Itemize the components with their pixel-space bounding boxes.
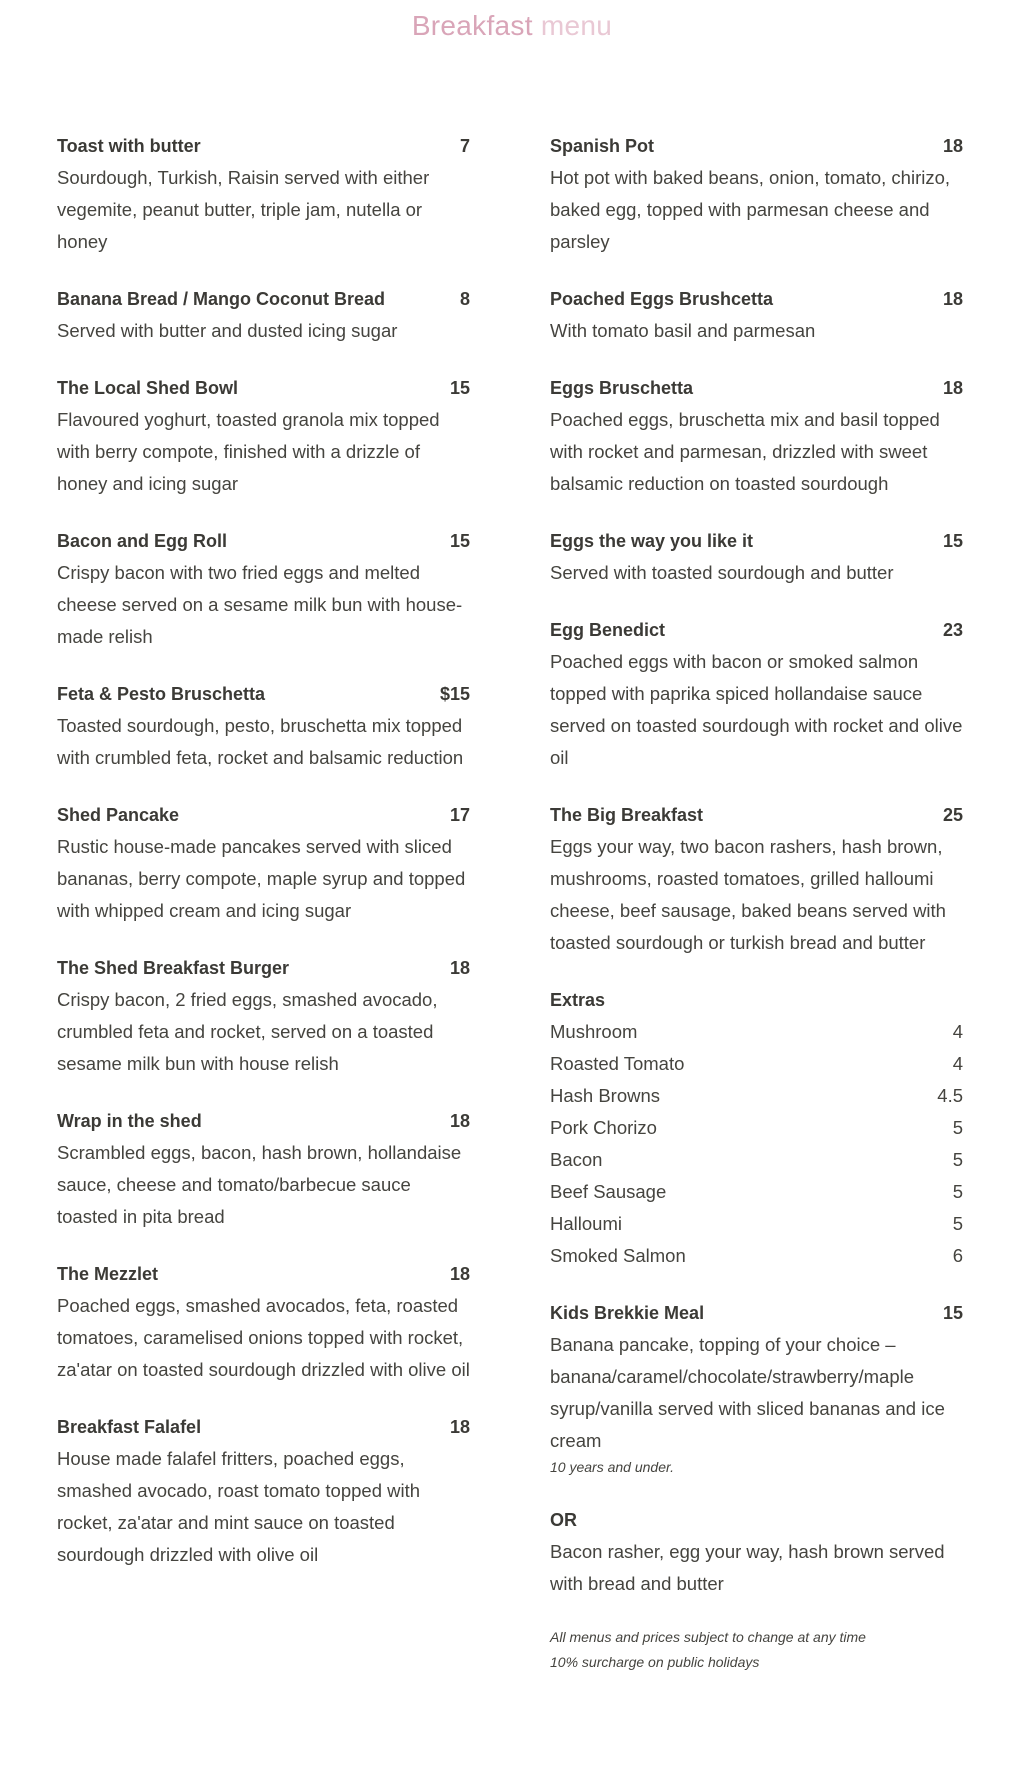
item-price: 7: [459, 136, 470, 156]
item-desc: Sourdough, Turkish, Raisin served with either vegemite, peanut butter, triple jam, nutella or honey: [57, 167, 430, 252]
extras-row: [550, 1080, 963, 1112]
item-name: The Shed Breakfast Burger: [57, 958, 290, 978]
extra-name: Mushroom: [550, 1021, 638, 1042]
extra-name: Smoked Salmon: [550, 1245, 686, 1266]
title-breakfast: Breakfast: [411, 10, 533, 41]
menu-item: [57, 952, 470, 1080]
menu-item: [57, 1411, 470, 1571]
item-price: 25: [942, 805, 963, 825]
item-name: Kids Brekkie Meal: [550, 1303, 705, 1323]
item-price: 18: [942, 289, 963, 309]
menu-item: [550, 614, 963, 774]
extra-price: 6: [952, 1245, 963, 1266]
extras-title: Extras: [550, 990, 606, 1010]
extras-row: [550, 1112, 963, 1144]
item-price: 18: [449, 958, 470, 978]
menu-item: [57, 372, 470, 500]
item-price: 18: [942, 136, 963, 156]
item-name: Spanish Pot: [550, 136, 655, 156]
item-price: 17: [449, 805, 470, 825]
kids-alt: [550, 1504, 963, 1600]
item-desc: Flavoured yoghurt, toasted granola mix topped with berry compote, finished with a drizzle of honey and icing sugar: [57, 409, 440, 494]
item-name: Wrap in the shed: [57, 1111, 202, 1131]
right-column: [550, 130, 963, 1675]
item-name: Egg Benedict: [550, 620, 666, 640]
item-price: 15: [942, 1303, 963, 1323]
item-name: Poached Eggs Brushcetta: [550, 289, 774, 309]
menu-item: [57, 283, 470, 347]
item-price: 23: [942, 620, 963, 640]
item-price: 18: [942, 378, 963, 398]
item-price: 18: [449, 1417, 470, 1437]
extra-name: Beef Sausage: [550, 1181, 667, 1202]
item-desc: Hot pot with baked beans, onion, tomato, chirizo, baked egg, topped with parmesan cheese and parsley: [550, 167, 951, 252]
item-price: 15: [942, 531, 963, 551]
item-desc: Poached eggs with bacon or smoked salmon topped with paprika spiced hollandaise sauce served on toasted sourdough with rocket and olive oil: [550, 651, 963, 768]
or-label: OR: [550, 1510, 577, 1530]
extras-section: [550, 984, 963, 1272]
footer-notes: [550, 1625, 963, 1675]
menu-item: [550, 283, 963, 347]
footer-line: 10% surcharge on public holidays: [550, 1654, 760, 1670]
item-price: 18: [449, 1111, 470, 1131]
extras-row: [550, 1176, 963, 1208]
extra-price: 4: [952, 1053, 963, 1074]
extra-price: 4: [952, 1021, 963, 1042]
item-desc: Scrambled eggs, bacon, hash brown, hollandaise sauce, cheese and tomato/barbecue sauce toasted in pita bread: [57, 1142, 462, 1227]
item-desc: Served with butter and dusted icing sugar: [57, 320, 398, 341]
item-desc: Rustic house-made pancakes served with sliced bananas, berry compote, maple syrup and topped with whipped cream and icing sugar: [57, 836, 466, 921]
item-desc: Crispy bacon with two fried eggs and melted cheese served on a sesame milk bun with house-made relish: [57, 562, 463, 647]
menu-item: [57, 130, 470, 258]
menu-item: [57, 678, 470, 774]
item-name: Banana Bread / Mango Coconut Bread: [57, 289, 386, 309]
item-desc: Bacon rasher, egg your way, hash brown served with bread and butter: [550, 1541, 945, 1594]
extra-name: Bacon: [550, 1149, 603, 1170]
extra-name: Halloumi: [550, 1213, 622, 1234]
menu-item: [57, 1105, 470, 1233]
item-desc: Crispy bacon, 2 fried eggs, smashed avocado, crumbled feta and rocket, served on a toasted sesame milk bun with house relish: [57, 989, 438, 1074]
item-name: Bacon and Egg Roll: [57, 531, 228, 551]
extra-name: Roasted Tomato: [550, 1053, 685, 1074]
item-name: The Local Shed Bowl: [57, 378, 239, 398]
extra-name: Hash Browns: [550, 1085, 661, 1106]
extras-row: [550, 1048, 963, 1080]
item-name: Eggs the way you like it: [550, 531, 754, 551]
menu-item: [57, 1258, 470, 1386]
extra-price: 5: [952, 1213, 963, 1234]
item-desc: Served with toasted sourdough and butter: [550, 562, 894, 583]
extra-price: 5: [952, 1117, 963, 1138]
title-menu: menu: [540, 10, 613, 41]
kids-meal: [550, 1297, 963, 1479]
menu-item: [550, 525, 963, 589]
extra-name: Pork Chorizo: [550, 1117, 657, 1138]
extra-price: 5: [952, 1181, 963, 1202]
item-price: 8: [459, 289, 470, 309]
item-name: The Mezzlet: [57, 1264, 159, 1284]
age-note: 10 years and under.: [550, 1459, 675, 1475]
extras-row: [550, 1144, 963, 1176]
item-name: Toast with butter: [57, 136, 201, 156]
item-name: Eggs Bruschetta: [550, 378, 694, 398]
menu-item: [550, 130, 963, 258]
item-desc: Banana pancake, topping of your choice – banana/caramel/chocolate/strawberry/maple syrup/vanilla served with sliced bananas and ice cream: [550, 1334, 945, 1451]
footer-line: All menus and prices subject to change at any time: [550, 1629, 866, 1645]
item-desc: With tomato basil and parmesan: [550, 320, 816, 341]
item-name: Breakfast Falafel: [57, 1417, 202, 1437]
item-desc: Poached eggs, smashed avocados, feta, roasted tomatoes, caramelised onions topped with rocket, za'atar on toasted sourdough drizzled with olive oil: [57, 1295, 470, 1380]
item-desc: House made falafel fritters, poached eggs, smashed avocado, roast tomato topped with rocket, za'atar and mint sauce on toasted sourdough drizzled with olive oil: [57, 1448, 421, 1565]
menu-item: [550, 372, 963, 500]
item-name: Feta & Pesto Bruschetta: [57, 684, 266, 704]
menu-item: [57, 799, 470, 927]
extra-price: 4.5: [937, 1085, 963, 1106]
item-desc: Toasted sourdough, pesto, bruschetta mix topped with crumbled feta, rocket and balsamic reduction: [57, 715, 464, 768]
menu-item: [550, 799, 963, 959]
page-title: [0, 10, 1024, 42]
item-name: The Big Breakfast: [550, 805, 704, 825]
extras-row: [550, 1208, 963, 1240]
item-desc: Eggs your way, two bacon rashers, hash brown, mushrooms, roasted tomatoes, grilled halloumi cheese, beef sausage, baked beans served with toasted sourdough or turkish bread and butter: [550, 836, 946, 953]
extras-row: [550, 1240, 963, 1272]
extra-price: 5: [952, 1149, 963, 1170]
left-column: [57, 130, 470, 1596]
item-price: 18: [449, 1264, 470, 1284]
item-name: Shed Pancake: [57, 805, 180, 825]
item-desc: Poached eggs, bruschetta mix and basil topped with rocket and parmesan, drizzled with sweet balsamic reduction on toasted sourdough: [550, 409, 940, 494]
menu-item: [57, 525, 470, 653]
item-price: $15: [439, 684, 470, 704]
extras-row: [550, 1016, 963, 1048]
item-price: 15: [449, 531, 470, 551]
item-price: 15: [449, 378, 470, 398]
